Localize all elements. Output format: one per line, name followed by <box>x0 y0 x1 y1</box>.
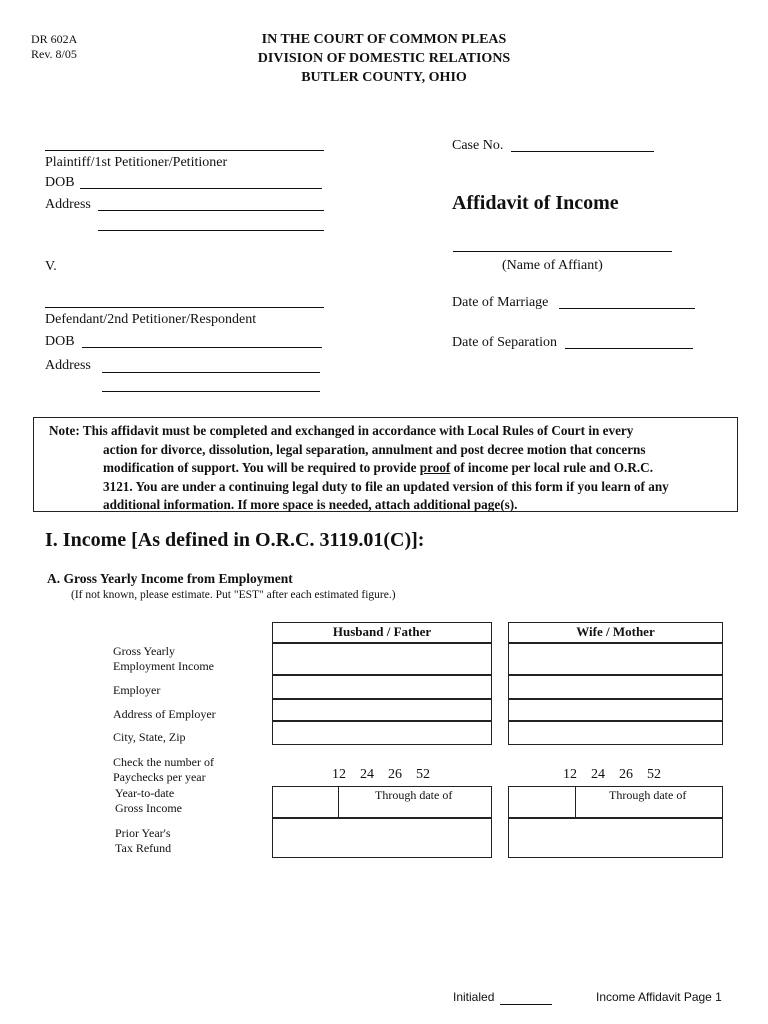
husband-ytd-amount-field[interactable] <box>272 786 339 818</box>
husband-through-date-label: Through date of <box>375 788 453 802</box>
row-label-line: Check the number of <box>113 755 214 769</box>
row-label-line: Paychecks per year <box>113 770 206 784</box>
husband-gross-income-field[interactable] <box>272 643 492 675</box>
page-footer: Income Affidavit Page 1 <box>596 990 722 1004</box>
note-line-3 <box>49 459 735 478</box>
date-of-marriage-label: Date of Marriage <box>452 295 549 310</box>
husband-paycheck-24[interactable]: 24 <box>360 767 374 782</box>
wife-paycheck-52[interactable]: 52 <box>647 767 661 782</box>
wife-paycheck-24[interactable]: 24 <box>591 767 605 782</box>
wife-ytd-amount-field[interactable] <box>508 786 576 818</box>
husband-column-header: Husband / Father <box>332 624 432 639</box>
note-line-5: additional information. If more space is needed, attach additional page(s). <box>103 497 518 512</box>
husband-paycheck-12[interactable]: 12 <box>332 767 346 782</box>
row-label-line: Tax Refund <box>115 841 172 855</box>
note-text <box>49 422 735 515</box>
defendant-dob-label: DOB <box>45 334 75 349</box>
form-revision: Rev. 8/05 <box>31 47 77 61</box>
wife-tax-refund-field[interactable] <box>508 818 723 858</box>
row-label-line: Year-to-date <box>115 786 175 800</box>
note-line-1: Note: This affidavit must be completed and exchanged in accordance with Local Rules of Court in every <box>49 423 634 438</box>
plaintiff-dob-label: DOB <box>45 175 75 190</box>
wife-employer-field[interactable] <box>508 675 723 699</box>
row-label-line: Gross Yearly <box>113 644 176 658</box>
husband-paycheck-26[interactable]: 26 <box>388 767 402 782</box>
note-line-2: action for divorce, dissolution, legal separation, annulment and post decree motion that concerns <box>103 441 646 457</box>
initialed-line[interactable] <box>500 1004 552 1005</box>
wife-through-date-label: Through date of <box>609 788 687 802</box>
wife-gross-income-field[interactable] <box>508 643 723 675</box>
court-line-3: BUTLER COUNTY, OHIO <box>301 70 467 85</box>
case-no-line[interactable] <box>511 151 654 152</box>
husband-paycheck-options <box>332 767 444 783</box>
plaintiff-address-line-2[interactable] <box>98 230 324 231</box>
row-label-address-of-employer: Address of Employer <box>113 707 216 721</box>
court-line-1: IN THE COURT OF COMMON PLEAS <box>261 32 507 47</box>
defendant-dob-line[interactable] <box>82 347 322 348</box>
plaintiff-address-line-1[interactable] <box>98 210 324 211</box>
note-line-3a: modification of support. You will be required to provide <box>103 460 420 475</box>
plaintiff-address-label: Address <box>45 197 91 212</box>
row-label-line: Gross Income <box>115 801 182 815</box>
row-label-tax-refund <box>115 826 171 856</box>
defendant-label: Defendant/2nd Petitioner/Respondent <box>45 312 257 327</box>
husband-employer-field[interactable] <box>272 675 492 699</box>
form-number: DR 602A <box>31 32 78 46</box>
row-label-paychecks <box>113 755 214 785</box>
defendant-address-line-2[interactable] <box>102 391 320 392</box>
note-line-3c: of income per local rule and O.R.C. <box>450 460 653 475</box>
row-label-employer: Employer <box>113 683 161 697</box>
defendant-name-line[interactable] <box>45 307 324 308</box>
row-label-ytd <box>115 786 182 816</box>
affiant-name-label: (Name of Affiant) <box>502 258 603 273</box>
wife-city-state-zip-field[interactable] <box>508 721 723 745</box>
husband-employer-address-field[interactable] <box>272 699 492 721</box>
wife-paycheck-options <box>563 767 675 783</box>
husband-city-state-zip-field[interactable] <box>272 721 492 745</box>
row-label-gross-yearly <box>113 644 214 674</box>
court-line-2: DIVISION OF DOMESTIC RELATIONS <box>257 51 511 66</box>
husband-tax-refund-field[interactable] <box>272 818 492 858</box>
plaintiff-name-line[interactable] <box>45 150 324 151</box>
wife-paycheck-12[interactable]: 12 <box>563 767 577 782</box>
defendant-address-line-1[interactable] <box>102 372 320 373</box>
section-title: I. Income [As defined in O.R.C. 3119.01(C)]: <box>45 529 425 551</box>
plaintiff-dob-line[interactable] <box>80 188 322 189</box>
subsection-title: A. Gross Yearly Income from Employment <box>47 571 293 586</box>
note-line-4: 3121. You are under a continuing legal duty to file an updated version of this form if you learn of any <box>103 478 669 494</box>
affiant-name-line[interactable] <box>453 251 672 252</box>
case-no-label: Case No. <box>452 138 504 153</box>
wife-employer-address-field[interactable] <box>508 699 723 721</box>
row-label-line: Prior Year's <box>115 826 171 840</box>
date-of-separation-line[interactable] <box>565 348 693 349</box>
plaintiff-label: Plaintiff/1st Petitioner/Petitioner <box>45 155 228 170</box>
initialed-label: Initialed <box>453 990 495 1004</box>
row-label-line: Employment Income <box>113 659 214 673</box>
husband-paycheck-52[interactable]: 52 <box>416 767 430 782</box>
date-of-separation-label: Date of Separation <box>452 335 557 350</box>
wife-paycheck-26[interactable]: 26 <box>619 767 633 782</box>
affidavit-title: Affidavit of Income <box>452 192 619 214</box>
court-header <box>0 30 768 87</box>
wife-column-header: Wife / Mother <box>576 624 655 639</box>
note-proof: proof <box>419 460 451 475</box>
subsection-note: (If not known, please estimate. Put "EST" after each estimated figure.) <box>71 589 396 601</box>
row-label-city-state-zip: City, State, Zip <box>113 730 186 744</box>
versus-label: V. <box>45 259 57 274</box>
note-box <box>33 417 738 512</box>
defendant-address-label: Address <box>45 358 91 373</box>
date-of-marriage-line[interactable] <box>559 308 695 309</box>
